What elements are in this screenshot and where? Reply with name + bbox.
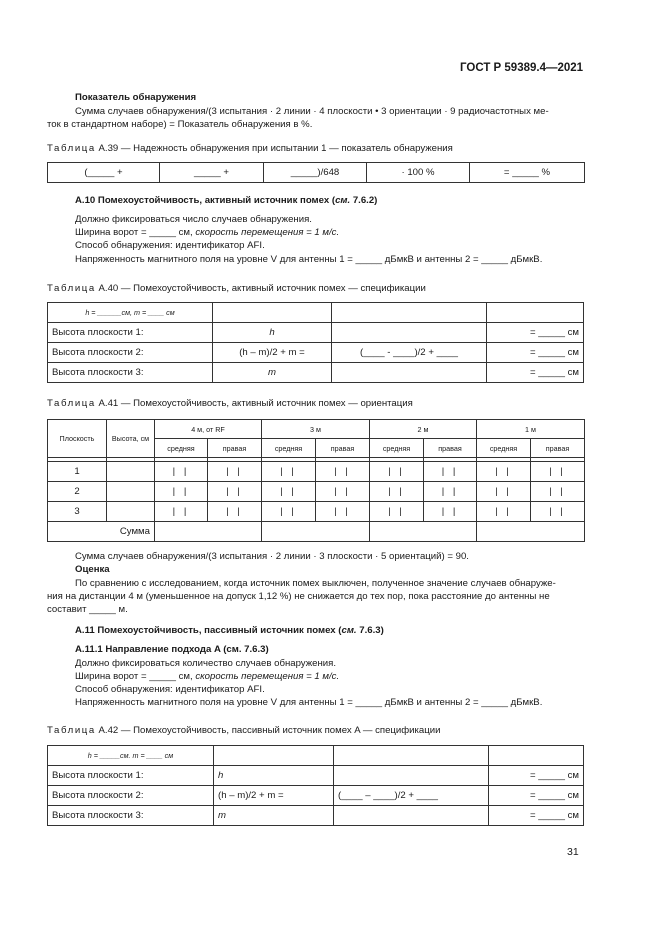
- table-cell: (_____ +: [48, 163, 160, 183]
- eval-title: Оценка: [75, 564, 110, 575]
- table-row: [48, 343, 584, 363]
- table-cell: · 100 %: [367, 163, 470, 183]
- tick-mark: | |: [155, 482, 208, 502]
- group-header: 1 м: [477, 420, 585, 439]
- tick-mark: | |: [155, 462, 208, 482]
- tick-mark: | |: [155, 502, 208, 522]
- sub-header: правая: [531, 439, 585, 458]
- row-label: Высота плоскости 3:: [48, 806, 214, 826]
- row-label: Высота плоскости 3:: [48, 363, 213, 383]
- a11-line2: Ширина ворот = _____ см, скорость перемещения = 1 м/с.: [75, 671, 340, 682]
- row-calc: [334, 806, 489, 826]
- table-a42: [47, 745, 584, 826]
- table-row: [48, 806, 584, 826]
- row-formula: h: [213, 323, 332, 343]
- a11-line1: Должно фиксироваться количество случаев обнаружения.: [75, 658, 336, 669]
- tick-mark: | |: [316, 482, 370, 502]
- tick-mark: | |: [262, 462, 316, 482]
- tick-mark: | |: [208, 482, 262, 502]
- row-result: = _____ см: [487, 363, 584, 383]
- tick-mark: | |: [316, 502, 370, 522]
- table-a42-caption: Таблица A.42 — Помехоустойчивость, пассивный источник помех A — спецификации: [47, 725, 441, 736]
- row-result: = _____ см: [489, 766, 584, 786]
- sum-text: Сумма случаев обнаружения/(3 испытания · 2 линии · 3 плоскости · 5 ориентаций) = 90.: [75, 551, 469, 562]
- eval-line2: ния на дистанции 4 м (уменьшенное на допуск 1,12 %) не снижается до тех пор, пока расстояние до антенны не: [47, 591, 550, 602]
- detect-line2: ток в стандартном наборе) = Показатель обнаружения в %.: [47, 119, 313, 130]
- row-label: Высота плоскости 2:: [48, 786, 214, 806]
- doc-code: ГОСТ Р 59389.4—2021: [460, 62, 584, 74]
- sub-header: правая: [316, 439, 370, 458]
- table-row: [48, 522, 585, 542]
- tick-mark: | |: [477, 462, 531, 482]
- table-row: [48, 420, 585, 439]
- sub-header: правая: [208, 439, 262, 458]
- section-a10-heading: A.10 Помехоустойчивость, активный источник помех (см. 7.6.2): [75, 195, 378, 206]
- tick-mark: | |: [262, 502, 316, 522]
- group-header: 4 м, от RF: [155, 420, 262, 439]
- detect-title: Показатель обнаружения: [75, 92, 197, 103]
- table-a41: [47, 419, 585, 542]
- tick-mark: | |: [370, 462, 424, 482]
- row-result: = _____ см: [487, 343, 584, 363]
- row-calc: [334, 766, 489, 786]
- a11-line4: Напряженность магнитного поля на уровне V для антенны 1 = _____ дБмкВ и антенны 2 = _____ дБмкВ.: [75, 697, 543, 708]
- col-height: Высота, см: [107, 420, 155, 458]
- row-calc: [332, 323, 487, 343]
- tick-mark: | |: [208, 462, 262, 482]
- tick-mark: | |: [477, 502, 531, 522]
- sum-label: Сумма: [48, 522, 155, 542]
- table-a41-caption: Таблица A.41 — Помехоустойчивость, активный источник помех — ориентация: [47, 398, 413, 409]
- table-a39-caption: Таблица A.39 — Надежность обнаружения при испытании 1 — показатель обнаружения: [47, 143, 453, 154]
- row-formula: h: [214, 766, 334, 786]
- plane-number: 3: [48, 502, 107, 522]
- row-result: = _____ см: [489, 786, 584, 806]
- section-a11-heading: A.11 Помехоустойчивость, пассивный источник помех (см. 7.6.3): [75, 625, 384, 636]
- sub-header: средняя: [370, 439, 424, 458]
- plane-number: 2: [48, 482, 107, 502]
- sub-header: средняя: [477, 439, 531, 458]
- table-row: [48, 323, 584, 343]
- row-calc: [332, 363, 487, 383]
- a10-line4: Напряженность магнитного поля на уровне V для антенны 1 = _____ дБмкВ и антенны 2 = _____ дБмкВ.: [75, 254, 543, 265]
- table-cell: _____ +: [160, 163, 264, 183]
- group-header: 3 м: [262, 420, 370, 439]
- tick-mark: | |: [316, 462, 370, 482]
- row-calc: (____ - ____)/2 + ____: [332, 343, 487, 363]
- eval-line3: составит _____ м.: [47, 604, 128, 615]
- table-row: [48, 462, 585, 482]
- table-row: [48, 766, 584, 786]
- row-formula: (h – m)/2 + m =: [213, 343, 332, 363]
- a10-line1: Должно фиксироваться число случаев обнаружения.: [75, 214, 312, 225]
- col-plane: Плоскость: [48, 420, 107, 458]
- table-cell: _____)/648: [264, 163, 367, 183]
- tick-mark: | |: [424, 502, 477, 522]
- detect-line1: Сумма случаев обнаружения/(3 испытания · 2 линии · 4 плоскости • 3 ориентации · 9 радиочастотных ме-: [75, 106, 549, 117]
- table-row: [48, 363, 584, 383]
- sub-header: средняя: [155, 439, 208, 458]
- table-cell: = _____ %: [470, 163, 585, 183]
- row-formula: (h – m)/2 + m =: [214, 786, 334, 806]
- row-calc: (____ – ____)/2 + ____: [334, 786, 489, 806]
- row-label: Высота плоскости 2:: [48, 343, 213, 363]
- table-a40: [47, 302, 584, 383]
- table-a39: [47, 162, 585, 183]
- tick-mark: | |: [424, 462, 477, 482]
- a10-line3: Способ обнаружения: идентификатор AFI.: [75, 240, 265, 251]
- table-row: [48, 746, 584, 766]
- table-row: [48, 303, 584, 323]
- table-head-cell: h = _____см. m = ____ см: [48, 746, 214, 766]
- row-result: = _____ см: [487, 323, 584, 343]
- tick-mark: | |: [531, 502, 585, 522]
- table-a40-caption: Таблица A.40 — Помехоустойчивость, активный источник помех — спецификации: [47, 283, 426, 294]
- row-label: Высота плоскости 1:: [48, 323, 213, 343]
- tick-mark: | |: [370, 502, 424, 522]
- table-row: [48, 786, 584, 806]
- sub-header: средняя: [262, 439, 316, 458]
- page-number: 31: [567, 846, 579, 858]
- row-label: Высота плоскости 1:: [48, 766, 214, 786]
- tick-mark: | |: [208, 502, 262, 522]
- eval-line1: По сравнению с исследованием, когда источник помех выключен, полученное значение случаев обнаруже-: [75, 578, 556, 589]
- sub-header: правая: [424, 439, 477, 458]
- tick-mark: | |: [262, 482, 316, 502]
- tick-mark: | |: [370, 482, 424, 502]
- tick-mark: | |: [424, 482, 477, 502]
- row-formula: m: [214, 806, 334, 826]
- tick-mark: | |: [531, 482, 585, 502]
- tick-mark: | |: [531, 462, 585, 482]
- group-header: 2 м: [370, 420, 477, 439]
- section-a11-1-heading: A.11.1 Направление подхода A (см. 7.6.3): [75, 644, 269, 655]
- plane-number: 1: [48, 462, 107, 482]
- a10-line2: Ширина ворот = _____ см, скорость перемещения = 1 м/с.: [75, 227, 340, 238]
- row-result: = _____ см: [489, 806, 584, 826]
- table-head-cell: h = ______см, m = ____ см: [48, 303, 213, 323]
- a11-line3: Способ обнаружения: идентификатор AFI.: [75, 684, 265, 695]
- tick-mark: | |: [477, 482, 531, 502]
- table-row: [48, 163, 585, 183]
- table-row: [48, 502, 585, 522]
- table-row: [48, 482, 585, 502]
- row-formula: m: [213, 363, 332, 383]
